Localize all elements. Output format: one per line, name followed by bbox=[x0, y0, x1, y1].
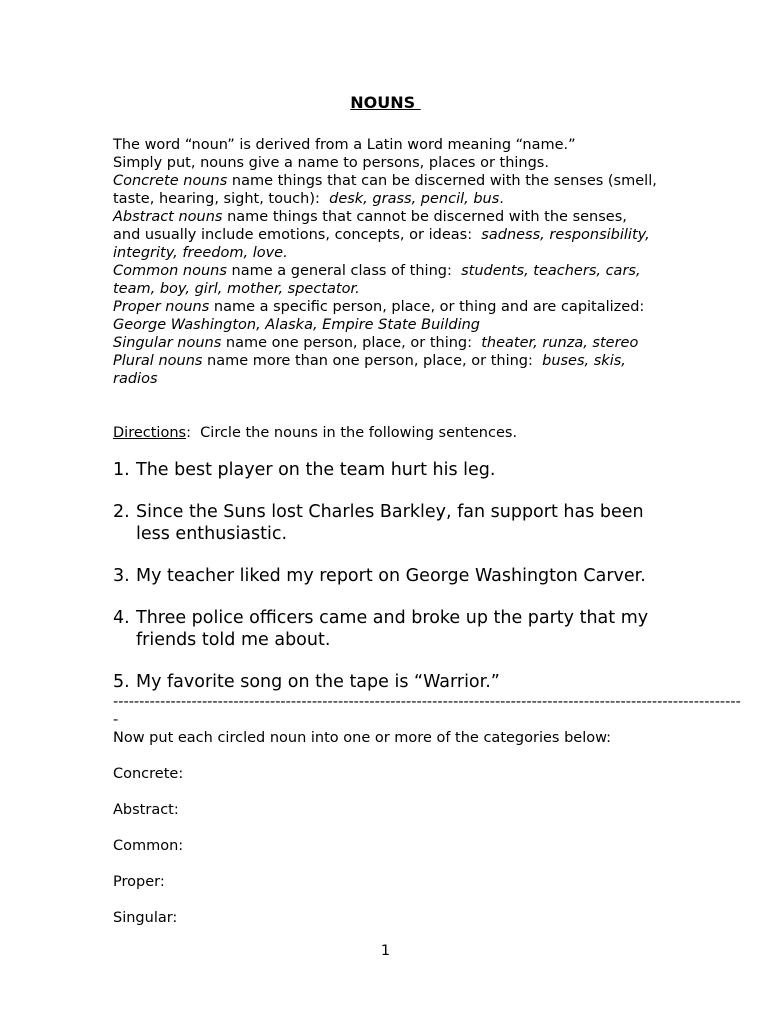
sentence-number: 2. bbox=[113, 502, 130, 522]
proper-term: Proper nouns bbox=[113, 299, 210, 315]
sentence-number: 4. bbox=[113, 608, 130, 628]
intro-line-1: The word “noun” is derived from a Latin word meaning “name.” bbox=[113, 137, 576, 153]
proper-definition bbox=[113, 298, 658, 334]
sentence-text: Three police officers came and broke up the party that my friends told me about. bbox=[136, 608, 649, 650]
sentence-list bbox=[113, 459, 658, 693]
plural-examples: buses, skis, radios bbox=[113, 353, 626, 387]
concrete-examples: desk, grass, pencil, bus bbox=[329, 191, 500, 207]
common-description: name a general class of thing: bbox=[226, 263, 462, 279]
dashed-separator-tail: - bbox=[113, 712, 119, 728]
plural-description: name more than one person, place, or thing: bbox=[202, 353, 543, 369]
common-definition bbox=[113, 262, 658, 298]
sentence-text: My teacher liked my report on George Washington Carver. bbox=[136, 566, 646, 586]
singular-examples: theater, runza, stereo bbox=[481, 335, 639, 351]
abstract-examples: sadness, responsibility, integrity, freedom, love. bbox=[113, 227, 650, 261]
singular-description: name one person, place, or thing: bbox=[221, 335, 482, 351]
abstract-term: Abstract nouns bbox=[113, 209, 223, 225]
category-proper: Proper: bbox=[113, 874, 165, 890]
sentence-text: The best player on the team hurt his leg. bbox=[136, 460, 496, 480]
plural-definition bbox=[113, 352, 658, 388]
singular-definition bbox=[113, 334, 658, 352]
intro-line-2: Simply put, nouns give a name to persons, places or things. bbox=[113, 155, 549, 171]
directions bbox=[113, 424, 517, 442]
sentence-item bbox=[113, 565, 658, 587]
concrete-description: name things that can be discerned with the senses (smell, taste, hearing, sight, touch): bbox=[113, 173, 662, 207]
category-concrete: Concrete: bbox=[113, 766, 184, 782]
sentence-text: My favorite song on the tape is “Warrior.” bbox=[136, 672, 500, 692]
sentence-item bbox=[113, 501, 658, 545]
sentence-number: 3. bbox=[113, 566, 130, 586]
sentence-item bbox=[113, 671, 658, 693]
concrete-end: . bbox=[499, 191, 504, 207]
concrete-term: Concrete nouns bbox=[113, 173, 228, 189]
page-title: NOUNS bbox=[350, 93, 421, 112]
sentence-number: 1. bbox=[113, 460, 130, 480]
category-common: Common: bbox=[113, 838, 184, 854]
directions-text: : Circle the nouns in the following sentences. bbox=[186, 425, 518, 441]
intro-section bbox=[113, 136, 662, 388]
proper-examples: George Washington, Alaska, Empire State Building bbox=[113, 317, 480, 333]
concrete-definition bbox=[113, 172, 662, 208]
category-singular: Singular: bbox=[113, 910, 178, 926]
directions-label: Directions bbox=[113, 425, 187, 441]
singular-term: Singular nouns bbox=[113, 335, 222, 351]
sentence-item bbox=[113, 607, 658, 651]
sentence-text: Since the Suns lost Charles Barkley, fan support has been less enthusiastic. bbox=[136, 502, 644, 544]
abstract-definition bbox=[113, 208, 658, 262]
sentence-number: 5. bbox=[113, 672, 130, 692]
common-term: Common nouns bbox=[113, 263, 227, 279]
common-examples: students, teachers, cars, team, boy, girl, mother, spectator. bbox=[113, 263, 641, 297]
category-instruction: Now put each circled noun into one or more of the categories below: bbox=[113, 730, 612, 746]
abstract-description: name things that cannot be discerned with the senses, and usually include emotions, concepts, or ideas: bbox=[113, 209, 632, 243]
plural-term: Plural nouns bbox=[113, 353, 203, 369]
sentence-item bbox=[113, 459, 658, 481]
category-abstract: Abstract: bbox=[113, 802, 179, 818]
page-number: 1 bbox=[380, 943, 391, 959]
dashed-separator: ------------------------------------------------------------------------------------------------------------------------ bbox=[113, 694, 741, 710]
proper-description: name a specific person, place, or thing and are capitalized: bbox=[209, 299, 654, 315]
